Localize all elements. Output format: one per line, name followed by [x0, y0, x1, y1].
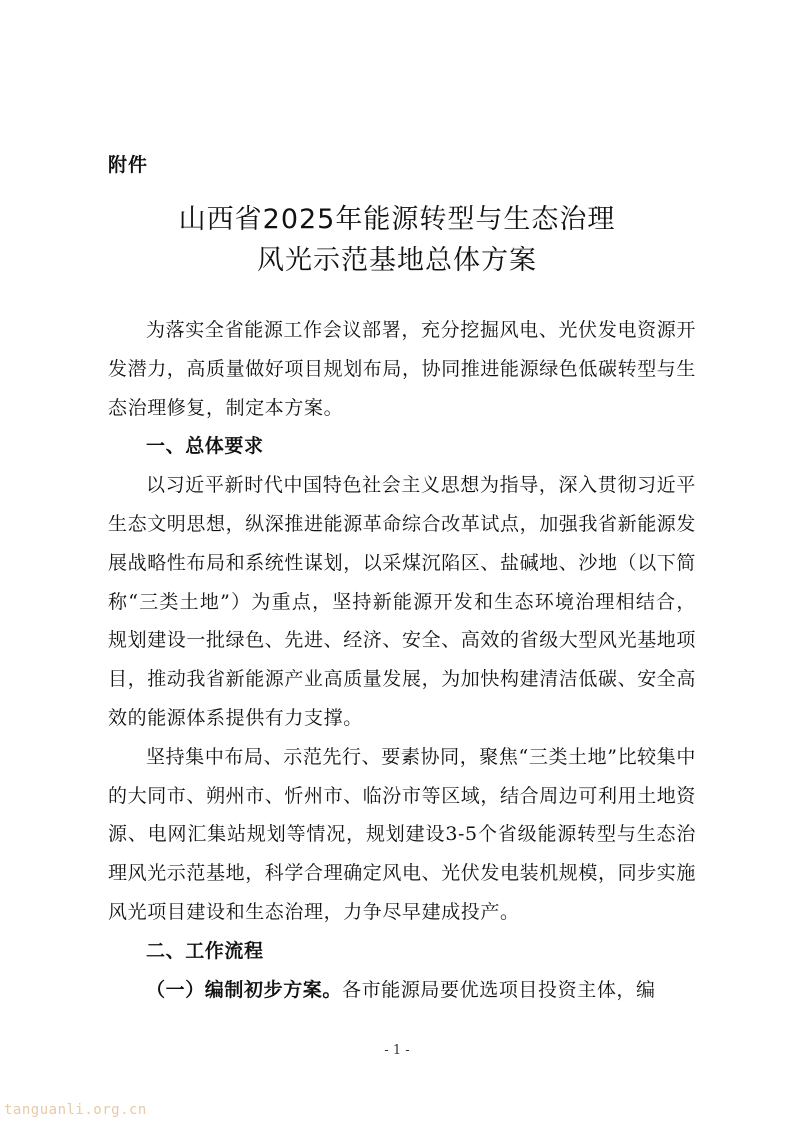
- section1-paragraph-1: 以习近平新时代中国特色社会主义思想为指导，深入贯彻习近平生态文明思想，纵深推进能源革命综合改革试点，加强我省新能源发展战略性布局和系统性谋划，以采煤沉陷区、盐碱地、沙地（以下简称“三类土地”）为重点，坚持新能源开发和生态环境治理相结合，规划建设一批绿色、先进、经济、安全、高效的省级大型风光基地项目，推动我省新能源产业高质量发展，为加快构建清洁低碳、安全高效的能源体系提供有力支撑。: [108, 474, 697, 729]
- page-number: - 1 -: [384, 1043, 410, 1058]
- section2-item1-text: 各市能源局要优选项目投资主体，编: [342, 978, 656, 1001]
- section2-item1-lead: （一）编制初步方案。: [146, 978, 343, 1001]
- section2-heading: 二、工作流程: [146, 939, 264, 962]
- document-body: [108, 311, 696, 1009]
- attachment-label: 附件: [108, 154, 149, 176]
- document-title-line1: 山西省2025年能源转型与生态治理: [178, 204, 616, 235]
- section2-item1: [108, 971, 696, 1010]
- section1-paragraph-2: 坚持集中布局、示范先行、要素协同，聚焦“三类土地”比较集中的大同市、朔州市、忻州市、临汾市等区域，结合周边可利用土地资源、电网汇集站规划等情况，规划建设3-5个省级能源转型与生态治理风光示范基地，科学合理确定风电、光伏发电装机规模，同步实施风光项目建设和生态治理，力争尽早建成投产。: [108, 745, 697, 923]
- document-title-line2: 风光示范基地总体方案: [257, 245, 537, 276]
- watermark: tanguanli.org.cn: [4, 1102, 147, 1118]
- intro-paragraph: 为落实全省能源工作会议部署，充分挖掘风电、光伏发电资源开发潜力，高质量做好项目规划布局，协同推进能源绿色低碳转型与生态治理修复，制定本方案。: [108, 319, 697, 419]
- section1-heading: 一、总体要求: [146, 435, 264, 458]
